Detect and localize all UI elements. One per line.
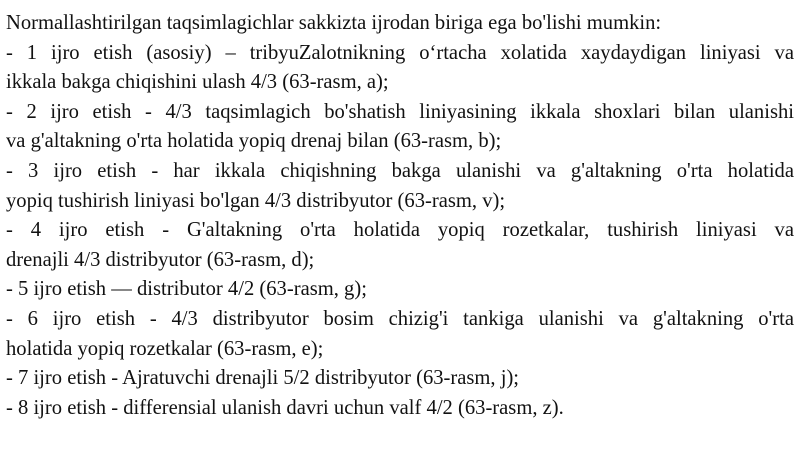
item-1-line-1: - 1 ijro etish (asosiy) – tribyuZalotnikning o‘rtacha xolatida xaydaydigan liniyasi va bbox=[6, 41, 794, 64]
document-body bbox=[6, 9, 794, 423]
item-3-line-2: yopiq tushirish liniyasi bo'lgan 4/3 distribyutor (63-rasm, v); bbox=[6, 189, 506, 212]
item-6-line-2: holatida yopiq rozetkalar (63-rasm, e); bbox=[6, 337, 324, 360]
item-2-line-1: - 2 ijro etish - 4/3 taqsimlagich bo'shatish liniyasining ikkala shoxlari bilan ulanishi bbox=[6, 100, 794, 123]
item-3-line-1: - 3 ijro etish - har ikkala chiqishning bakga ulanishi va g'altakning o'rta holatida bbox=[6, 159, 794, 182]
item-6-line-1: - 6 ijro etish - 4/3 distribyutor bosim chizig'i tankiga ulanishi va g'altakning o'rta bbox=[6, 307, 794, 330]
item-1-line-2: ikkala bakga chiqishini ulash 4/3 (63-rasm, a); bbox=[6, 71, 389, 94]
item-4-line-1: - 4 ijro etish - G'altakning o'rta holatida yopiq rozetkalar, tushirish liniyasi va bbox=[6, 219, 794, 242]
item-4-line-2: drenajli 4/3 distribyutor (63-rasm, d); bbox=[6, 248, 315, 271]
item-2-line-2: va g'altakning o'rta holatida yopiq drenaj bilan (63-rasm, b); bbox=[6, 130, 502, 153]
item-7-line: - 7 ijro etish - Ajratuvchi drenajli 5/2 distribyutor (63-rasm, j); bbox=[6, 367, 520, 390]
intro-line: Normallashtirilgan taqsimlagichlar sakkizta ijrodan biriga ega bo'lishi mumkin: bbox=[6, 12, 662, 34]
item-5-line: - 5 ijro etish — distributor 4/2 (63-rasm, g); bbox=[6, 278, 367, 301]
item-8-line: - 8 ijro etish - differensial ulanish davri uchun valf 4/2 (63-rasm, z). bbox=[6, 396, 564, 419]
